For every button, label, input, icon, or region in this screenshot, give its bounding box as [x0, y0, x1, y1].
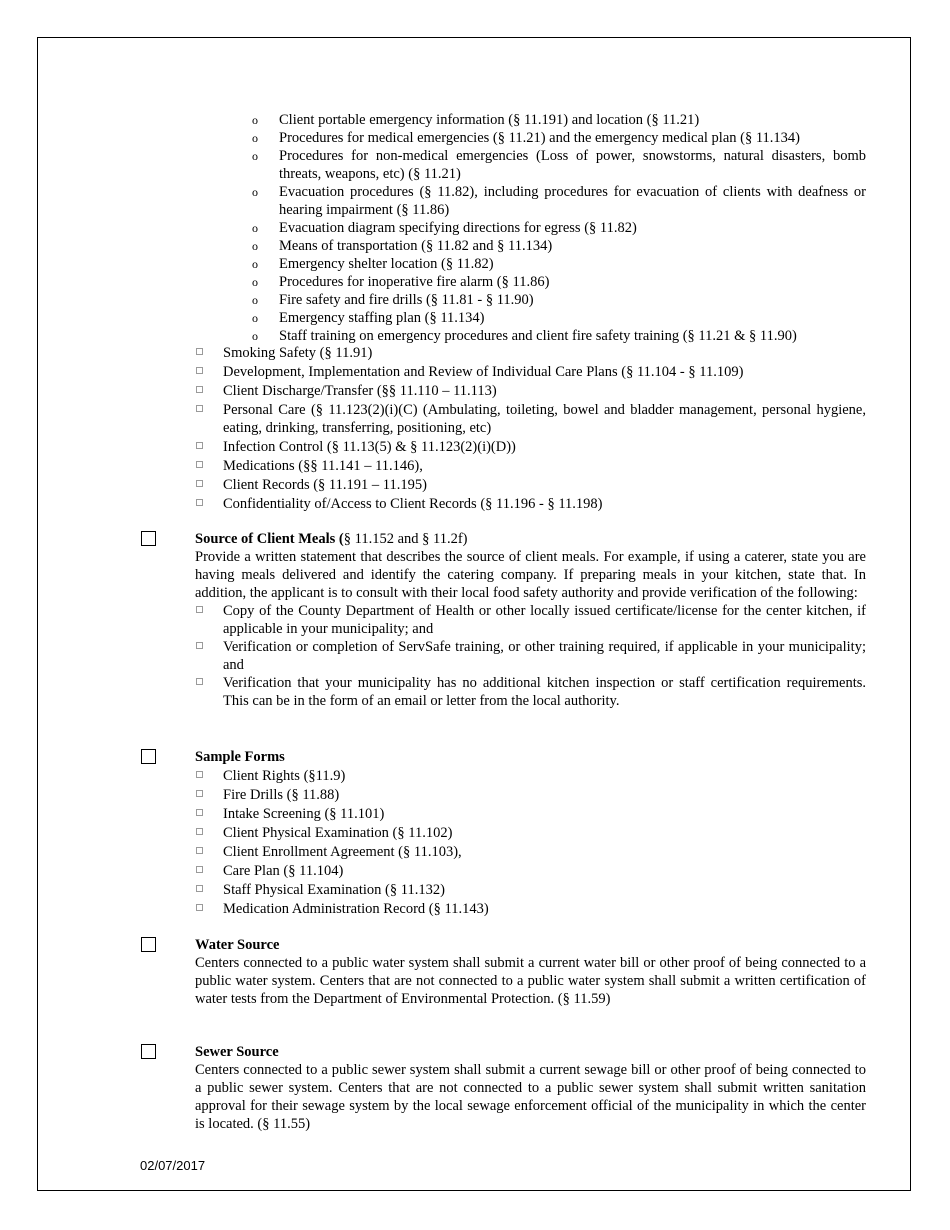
- small-box-bullet-icon: [196, 348, 203, 355]
- circle-bullet-icon: o: [252, 293, 258, 307]
- list-item: o Evacuation diagram specifying directions for egress (§ 11.82): [252, 220, 637, 236]
- section-title: Sample Forms: [195, 749, 285, 765]
- list-item: Care Plan (§ 11.104): [195, 862, 866, 880]
- list-item: Personal Care (§ 11.123(2)(i)(C) (Ambulating, toileting, bowel and bladder management, personal hygiene, eating, drinking, transferring, positioning, etc): [195, 401, 866, 437]
- small-box-bullet-icon: [196, 828, 203, 835]
- small-box-bullet-icon: [196, 642, 203, 649]
- client-meals-checkbox[interactable]: [141, 531, 156, 546]
- small-box-bullet-icon: [196, 678, 203, 685]
- circle-bullet-icon: o: [252, 275, 258, 289]
- section-sample-forms: [195, 748, 866, 918]
- list-item: Client Records (§ 11.191 – 11.195): [195, 476, 866, 494]
- circle-bullet-icon: o: [252, 149, 258, 163]
- list-item: Fire Drills (§ 11.88): [195, 786, 866, 804]
- list-item: Client Enrollment Agreement (§ 11.103),: [195, 843, 866, 861]
- list-item: o Staff training on emergency procedures and client fire safety training (§ 11.21 & § 11.90): [252, 328, 797, 344]
- list-item: o Emergency staffing plan (§ 11.134): [252, 310, 485, 326]
- small-box-bullet-icon: [196, 499, 203, 506]
- list-item: Infection Control (§ 11.13(5) & § 11.123(2)(i)(D)): [195, 438, 866, 456]
- list-item: o Procedures for medical emergencies (§ 11.21) and the emergency medical plan (§ 11.134): [252, 130, 801, 146]
- small-box-bullet-icon: [196, 480, 203, 487]
- list-item: Development, Implementation and Review of Individual Care Plans (§ 11.104 - § 11.109): [195, 363, 866, 381]
- section-title: Source of Client Meals (§ 11.152 and § 11.2f): [195, 531, 468, 547]
- emergency-procedures-list: [252, 111, 866, 345]
- circle-bullet-icon: o: [252, 311, 258, 325]
- water-source-checkbox[interactable]: [141, 937, 156, 952]
- footer-date: 02/07/2017: [140, 1158, 206, 1173]
- list-item: Copy of the County Department of Health or other locally issued certificate/license for the center kitchen, if applicable in your municipality; and: [195, 602, 866, 638]
- list-item: o Fire safety and fire drills (§ 11.81 - § 11.90): [252, 292, 534, 308]
- list-item: o Procedures for inoperative fire alarm (§ 11.86): [252, 274, 550, 290]
- circle-bullet-icon: o: [252, 329, 258, 343]
- circle-bullet-icon: o: [252, 113, 258, 127]
- list-item: o Means of transportation (§ 11.82 and § 11.134): [252, 238, 553, 254]
- small-box-bullet-icon: [196, 461, 203, 468]
- circle-bullet-icon: o: [252, 131, 258, 145]
- small-box-bullet-icon: [196, 367, 203, 374]
- section-body: Provide a written statement that describes the source of client meals. For example, if using a caterer, state you are having meals delivered and identify the catering company. If preparing meals in your kitchen, state that. In addition, the applicant is to consult with their local food safety authority and provide verification of the following:: [195, 549, 866, 601]
- section-body: Centers connected to a public water system shall submit a current water bill or other proof of being connected to a public water system. Centers that are not connected to a public water system shall submit a written certification of water tests from the Department of Environmental Protection. (§ 11.59): [195, 955, 866, 1007]
- list-item: Medications (§§ 11.141 – 11.146),: [195, 457, 866, 475]
- list-item: Client Rights (§11.9): [195, 767, 866, 785]
- section-body: Centers connected to a public sewer system shall submit a current sewage bill or other proof of being connected to a public sewer system. Centers that are not connected to a public sewer system shall submit written sanitation approval for their sewage system by the local sewage enforcement official of the municipality in which the center is located. (§ 11.55): [195, 1062, 866, 1132]
- circle-bullet-icon: o: [252, 257, 258, 271]
- section-title: Water Source: [195, 937, 280, 953]
- small-box-bullet-icon: [196, 771, 203, 778]
- small-box-bullet-icon: [196, 606, 203, 613]
- sample-forms-checkbox[interactable]: [141, 749, 156, 764]
- list-item: o Evacuation procedures (§ 11.82), including procedures for evacuation of clients with deafness or hearing impairment (§ 11.86): [252, 184, 866, 218]
- section-title: Sewer Source: [195, 1044, 279, 1060]
- policy-list: [195, 344, 866, 514]
- sample-forms-list: [195, 767, 866, 918]
- small-box-bullet-icon: [196, 904, 203, 911]
- small-box-bullet-icon: [196, 790, 203, 797]
- small-box-bullet-icon: [196, 885, 203, 892]
- small-box-bullet-icon: [196, 442, 203, 449]
- section-client-meals: [195, 530, 866, 710]
- section-sewer-source: [195, 1043, 866, 1133]
- list-item: o Procedures for non-medical emergencies (Loss of power, snowstorms, natural disasters, bomb threats, weapons, etc) (§ 11.21): [252, 148, 866, 182]
- list-item: Verification or completion of ServSafe training, or other training required, if applicable in your municipality; and: [195, 638, 866, 674]
- circle-bullet-icon: o: [252, 239, 258, 253]
- small-box-bullet-icon: [196, 809, 203, 816]
- circle-bullet-icon: o: [252, 221, 258, 235]
- small-box-bullet-icon: [196, 386, 203, 393]
- list-item: Medication Administration Record (§ 11.143): [195, 900, 866, 918]
- small-box-bullet-icon: [196, 847, 203, 854]
- meals-requirements-list: [195, 602, 866, 710]
- list-item: o Client portable emergency information (§ 11.191) and location (§ 11.21): [252, 112, 700, 128]
- list-item: Intake Screening (§ 11.101): [195, 805, 866, 823]
- small-box-bullet-icon: [196, 405, 203, 412]
- sewer-source-checkbox[interactable]: [141, 1044, 156, 1059]
- list-item: Verification that your municipality has no additional kitchen inspection or staff certification requirements. This can be in the form of an email or letter from the local authority.: [195, 674, 866, 710]
- list-item: Staff Physical Examination (§ 11.132): [195, 881, 866, 899]
- list-item: Client Discharge/Transfer (§§ 11.110 – 11.113): [195, 382, 866, 400]
- circle-bullet-icon: o: [252, 185, 258, 199]
- list-item: Smoking Safety (§ 11.91): [195, 344, 866, 362]
- section-water-source: [195, 936, 866, 1008]
- list-item: o Emergency shelter location (§ 11.82): [252, 256, 494, 272]
- small-box-bullet-icon: [196, 866, 203, 873]
- list-item: Client Physical Examination (§ 11.102): [195, 824, 866, 842]
- list-item: Confidentiality of/Access to Client Records (§ 11.196 - § 11.198): [195, 495, 866, 513]
